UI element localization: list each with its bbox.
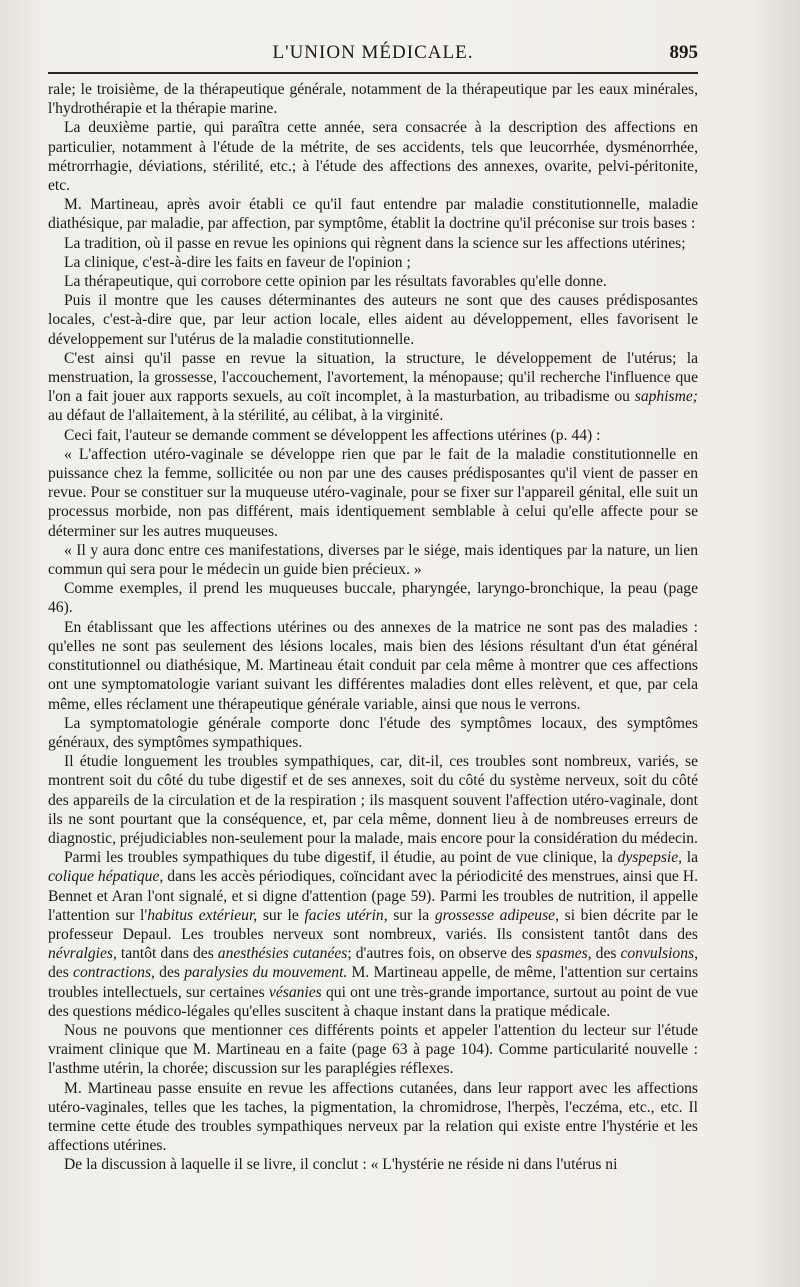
paragraph: En établissant que les affections utérines ou des annexes de la matrice ne sont pas des maladies : qu'elles ne sont pas seulement des lésions locales, mais bien des lésions résultant d'un état général constitutionnel ou diathésique, M. Martineau était conduit par cela même à montrer que ces affections ont une symptomatologie variant suivant les différentes maladies dont elles relèvent, et que, par cela même, elles réclament une thérapeutique générale variable, ainsi que nous le verrons. (48, 618, 698, 713)
italic-term: habitus extérieur, (147, 906, 258, 924)
text-run: des (154, 964, 185, 982)
quote-paragraph: « Il y aura donc entre ces manifestations, diverses par le siége, mais identiques par la nature, un lien commun qui sera pour le médecin un guide bien précieux. » (48, 541, 698, 579)
paragraph: Comme exemples, il prend les muqueuses buccale, pharyngée, laryngo-bronchique, la peau (page 46). (48, 580, 698, 617)
paragraph (48, 848, 698, 1021)
text-run: tantôt dans des (116, 945, 218, 963)
text-run: Parmi les troubles sympathiques du tube digestif, il étudie, au point de vue clinique, la (64, 849, 618, 867)
article-body (48, 80, 698, 1175)
paragraph: M. Martineau, après avoir établi ce qu'il faut entendre par maladie constitutionnelle, maladie diathésique, par maladie, par affection, par symptôme, établit la doctrine qu'il préconise sur trois bases : (48, 196, 698, 233)
page-header (48, 38, 698, 68)
italic-term: anesthésies cutanées (217, 945, 348, 963)
text-run: des (591, 945, 621, 963)
text-run: dans les accès périodiques, coïncidant avec la périodicité des menstrues, ainsi que H. Bennet et Aran l'ont signalé, et si digne d'attention (page 59). Parmi les troubles de nutrition, il appelle l'attention sur l' (48, 868, 698, 924)
running-title: L'UNION MÉDICALE. (272, 42, 474, 63)
paragraph: Nous ne pouvons que mentionner ces différents points et appeler l'attention du lecteur sur l'étude vraiment clinique que M. Martineau en a faite (page 63 à page 104). Comme particularité nouvelle : l'asthme utérin, la chorée; discussion sur les paraplégies réflexes. (48, 1021, 698, 1078)
paragraph: Puis il montre que les causes déterminantes des auteurs ne sont que des causes prédisposantes locales, c'est-à-dire que, par leur action locale, elles aident au développement, elles favorisent le développement sur l'utérus de la maladie constitutionnelle. (48, 292, 698, 348)
italic-term: névralgies, (48, 945, 117, 963)
paragraph: La symptomatologie générale comporte donc l'étude des symptômes locaux, des symptômes généraux, des symptômes sympathiques. (48, 714, 698, 751)
paragraph: La tradition, où il passe en revue les opinions qui règnent dans la science sur les affections utérines; (64, 234, 686, 252)
paragraph: Il étudie longuement les troubles sympathiques, car, dit-il, ces troubles sont nombreux, variés, se montrent soit du côté du tube digestif et de ses annexes, soit du côté du système nerveux, soit du côté des appareils de la circulation et de la respiration ; ils masquent souvent l'affection utéro-vaginale, dont ils ne sont pourtant que la conséquence, et, par cela même, donnent lieu à de nombreuses erreurs de diagnostic, préjudiciables non-seulement pour la malade, mais encore pour la considération du médecin. (48, 753, 698, 847)
italic-term: vésanies (268, 983, 322, 1001)
text-run: sur le (257, 906, 305, 924)
italic-term: contractions, (73, 964, 155, 982)
italic-term: convulsions, (620, 945, 698, 963)
paragraph: Ceci fait, l'auteur se demande comment se développent les affections utérines (p. 44) : (64, 426, 601, 444)
paragraph: La thérapeutique, qui corrobore cette opinion par les résultats favorables qu'elle donne. (64, 273, 607, 291)
text-run: C'est ainsi qu'il passe en revue la situation, la structure, le développement de l'utérus; la menstruation, la grossesse, l'accouchement, l'avortement, la ménopause; qu'il recherche l'influence que l'on a fait jouer aux rapports sexuels, au coït incomplet, à la masturbation, au tribadisme ou (48, 349, 698, 406)
paragraph: rale; le troisième, de la thérapeutique générale, notamment de la thérapeutique par les eaux minérales, l'hydrothérapie et la thérapie marine. (48, 81, 698, 118)
paragraph: M. Martineau passe ensuite en revue les affections cutanées, dans leur rapport avec les affections utéro-vaginales, telles que les taches, la pigmentation, la chromidrose, l'herpès, l'eczéma, etc., etc. Il termine cette étude des troubles sympathiques nerveux par la relation qui existe entre l'hystérie et les affections utérines. (48, 1079, 698, 1155)
text-run: si bien décrite par le professeur Depaul. Les troubles nerveux sont nombreux, variés. Ils consistent tantôt dans des (48, 906, 699, 943)
paragraph: De la discussion à laquelle il se livre, il conclut : « L'hystérie ne réside ni dans l'utérus ni (64, 1156, 618, 1174)
italic-term: saphisme; (634, 388, 698, 406)
text-run: au défaut de l'allaitement, à la stérilité, au célibat, à la virginité. (48, 407, 444, 425)
italic-term: dyspepsie, (617, 849, 683, 867)
italic-term: facies utérin, (304, 906, 388, 924)
italic-term: colique hépatique, (48, 868, 164, 886)
quote-paragraph: « L'affection utéro-vaginale se développe rien que par le fait de la maladie constitutionnelle en puissance chez la femme, sollicitée ou non par une des causes prédisposantes qu'il vient de passer en revue. Pour se constituer sur la muqueuse utéro-vaginale, pour se fixer sur l'appareil génital, elle suit un processus morbide, non pas différent, mais identiquement semblable à celui qu'elle affecte pour se déterminer sur les autres muqueuses. (48, 445, 698, 540)
text-run: des (48, 964, 74, 982)
italic-term: paralysies du mouvement. (184, 964, 348, 982)
text-run: sur la (387, 906, 435, 924)
text-run: M. Martineau appelle, de même, l'attention sur certains troubles intellectuels, sur certaines (48, 964, 699, 1001)
paragraph: La clinique, c'est-à-dire les faits en faveur de l'opinion ; (64, 253, 411, 271)
text-run: la (682, 849, 699, 867)
header-rule (48, 72, 698, 74)
text-run: ; d'autres fois, on observe des (347, 945, 536, 963)
italic-term: spasmes, (535, 945, 592, 963)
page-number: 895 (669, 42, 698, 63)
italic-term: grossesse adipeuse, (434, 906, 559, 924)
paragraph (48, 349, 698, 426)
text-run: qui ont une très-grande importance, surtout au point de vue des questions médico-légales qu'elles suscitent à chaque instant dans la pratique médicale. (48, 983, 698, 1020)
paragraph: La deuxième partie, qui paraîtra cette année, sera consacrée à la description des affections en particulier, notamment à l'étude de la métrite, de ses accidents, tels que leucorrhée, dysménorrhée, métrorrhagie, déviations, stérilité, etc.; à l'étude des affections des annexes, ovarite, pelvi-péritonite, etc. (48, 119, 698, 195)
